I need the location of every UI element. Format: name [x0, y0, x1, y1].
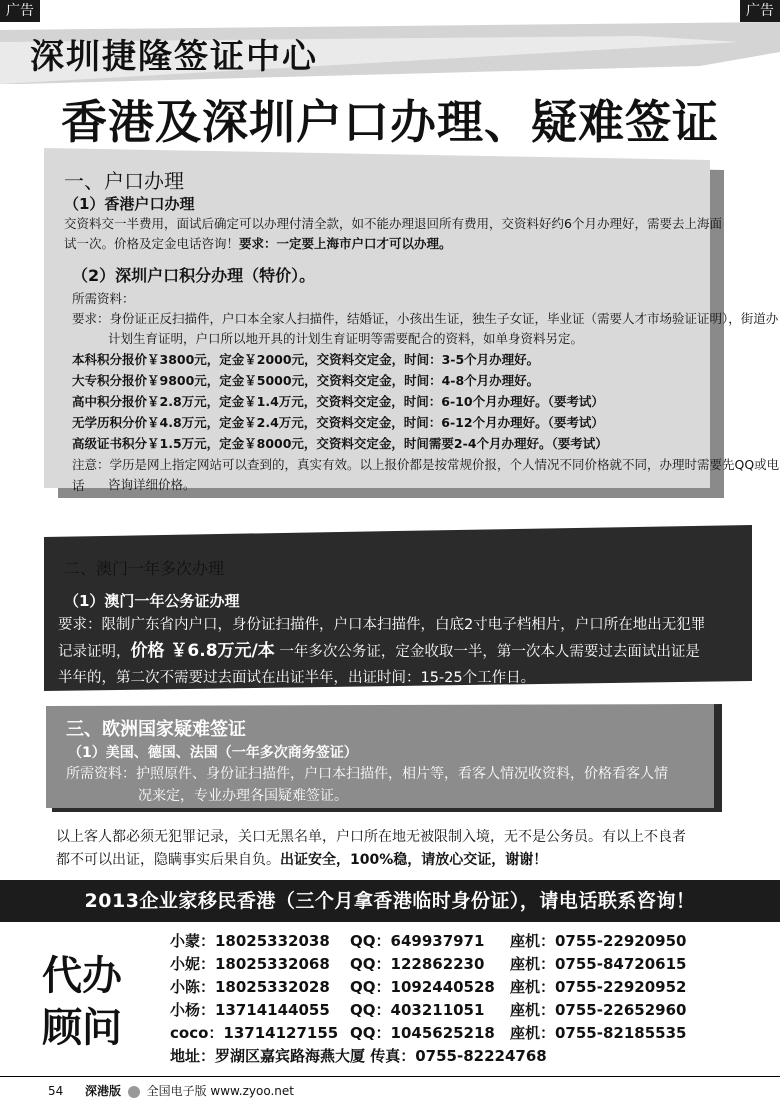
contact-name-phone[interactable]: 小蒙：18025332038 — [170, 932, 330, 950]
section1-sub1: （1）香港户口办理 — [64, 195, 195, 213]
promo-banner: 2013企业家移民香港（三个月拿香港临时身份证），请电话联系咨询！ — [0, 880, 780, 922]
contact-tel[interactable]: 座机：0755-82185535 — [510, 1024, 687, 1042]
disclaimer-line2 — [56, 849, 736, 872]
section2-line2-a: 记录证明， — [58, 644, 131, 660]
section1-title: 一、户口办理 — [64, 169, 184, 193]
page-number: 54 — [48, 1084, 64, 1098]
contact-row — [170, 930, 686, 953]
contact-tel[interactable]: 座机：0755-84720615 — [510, 955, 687, 973]
consultant-label — [42, 950, 122, 1054]
ad-label-left: 广告 — [0, 0, 40, 22]
section2-sub: （1）澳门一年公务证办理 — [64, 592, 240, 610]
disclaimer-line2-b: 出证安全，100%稳，请放心交证，谢谢！ — [280, 852, 548, 868]
contact-list — [170, 930, 686, 1068]
contact-name-phone[interactable]: 小杨：13714144055 — [170, 1001, 330, 1019]
contact-qq[interactable]: QQ：1092440528 — [350, 978, 495, 996]
footer-divider — [0, 1076, 780, 1077]
section1-price-4: 无学历积分价￥4.8万元，定金￥2.4万元，交资料交定金，时间：6-12个月办理好。（要考试） — [72, 415, 604, 430]
section3-line2: 况来定，专业办理各国疑难签证。 — [138, 788, 348, 804]
section1-note-line1: 注意：学历是网上指定网站可以查到的，真实有效。以上报价都是按常规价报，个人情况不同价格就不同，办理时需要先QQ或电话 — [72, 457, 780, 493]
contact-qq[interactable]: QQ：1045625218 — [350, 1024, 495, 1042]
contact-address: 地址：罗湖区嘉宾路海燕大厦 传真：0755-82224768 — [170, 1047, 547, 1065]
contact-tel[interactable]: 座机：0755-22652960 — [510, 1001, 687, 1019]
site-link[interactable]: 全国电子版 www.zyoo.net — [146, 1084, 294, 1098]
consultant-label-line1: 代办 — [42, 952, 122, 999]
section1-req-line1: 要求：身份证正反扫描件，户口本全家人扫描件，结婚证，小孩出生证，独生子女证，毕业证（需要人才市场验证证明），街道办 — [72, 311, 779, 326]
contact-tel[interactable]: 座机：0755-22920950 — [510, 932, 687, 950]
disclaimer-note — [56, 826, 736, 872]
section1-sub2: （2）深圳户口积分办理（特价）。 — [72, 266, 316, 285]
section1-price-3: 高中积分报价￥2.8万元，定金￥1.4万元，交资料交定金，时间：6-10个月办理好。（要考试） — [72, 394, 604, 409]
contact-row — [170, 999, 686, 1022]
section2-line1: 要求：限制广东省内户口，身份证扫描件，户口本扫描件，白底2寸电子档相片，户口所在地出无犯罪 — [58, 617, 706, 633]
contact-row — [170, 976, 686, 999]
section3-sub: （1）美国、德国、法国（一年多次商务签证） — [68, 745, 358, 761]
contact-row — [170, 1022, 686, 1045]
contact-name-phone[interactable]: 小陈：18025332028 — [170, 978, 330, 996]
section2-price: 价格 ￥6.8万元/本 — [130, 641, 275, 661]
section2-line3: 半年的，第二次不需要过去面试在出证半年，出证时间：15-25个工作日。 — [58, 670, 536, 686]
contact-qq[interactable]: QQ：403211051 — [350, 1001, 485, 1019]
contact-row — [170, 953, 686, 976]
page-footer — [48, 1082, 294, 1099]
page-headline: 香港及深圳户口办理、疑难签证 — [61, 95, 719, 149]
section1-price-5: 高级证书积分￥1.5万元，定金￥8000元，交资料交定金，时间需要2-4个月办理好。（要考试） — [72, 436, 608, 451]
section2-line2 — [58, 638, 738, 665]
contact-qq[interactable]: QQ：649937971 — [350, 932, 485, 950]
section1-note-line2: 咨询详细价格。 — [108, 477, 196, 492]
section2-line2-c: 一年多次公务证，定金收取一半，第一次本人需要过去面试出证是 — [274, 644, 700, 660]
contact-name-phone[interactable]: 小妮：18025332068 — [170, 955, 330, 973]
brand-name: 深圳捷隆签证中心 — [30, 37, 318, 77]
contact-name-phone[interactable]: coco：13714127155 — [170, 1024, 339, 1042]
disclaimer-line2-a: 都不可以出证，隐瞒事实后果自负。 — [56, 852, 280, 868]
section3-line1: 所需资料：护照原件、身份证扫描件，户口本扫描件，相片等，看客人情况收资料，价格看客人情 — [66, 766, 668, 782]
edition-logo-icon — [128, 1086, 140, 1098]
section3-title: 三、欧洲国家疑难签证 — [66, 719, 246, 740]
section2-title: 二、澳门一年多次办理 — [64, 559, 225, 578]
ad-label-right: 广告 — [740, 0, 780, 22]
contact-tel[interactable]: 座机：0755-22920952 — [510, 978, 687, 996]
section2-body — [58, 612, 738, 691]
disclaimer-line1: 以上客人都必须无犯罪记录，关口无黑名单，户口所在地无被限制入境，无不是公务员。有以上不良者 — [56, 829, 686, 845]
section1-sub1-line2-b: 要求：一定要上海市户口才可以办理。 — [239, 236, 452, 251]
section1-materials: 所需资料： — [72, 291, 135, 306]
section1-req-line2: 计划生育证明，户口所以地开具的计划生育证明等需要配合的资料，如单身资料另定。 — [108, 331, 584, 346]
section1-sub1-line2-a: 试一次。价格及定金电话咨询！ — [64, 236, 240, 251]
contact-qq[interactable]: QQ：122862230 — [350, 955, 485, 973]
section1-price-1: 本科积分报价￥3800元，定金￥2000元，交资料交定金，时间：3-5个月办理好。 — [72, 352, 540, 367]
edition-label: 深港版 — [84, 1084, 121, 1098]
section1-sub1-line1: 交资料交一半费用，面试后确定可以办理付清全款，如不能办理退回所有费用，交资料好约6个月办理好，需要去上海面 — [64, 216, 722, 231]
section1-sub1-line2 — [64, 233, 452, 254]
section1-price-2: 大专积分报价￥9800元，定金￥5000元，交资料交定金，时间：4-8个月办理好。 — [72, 373, 540, 388]
consultant-label-line2: 顾问 — [42, 1004, 122, 1051]
